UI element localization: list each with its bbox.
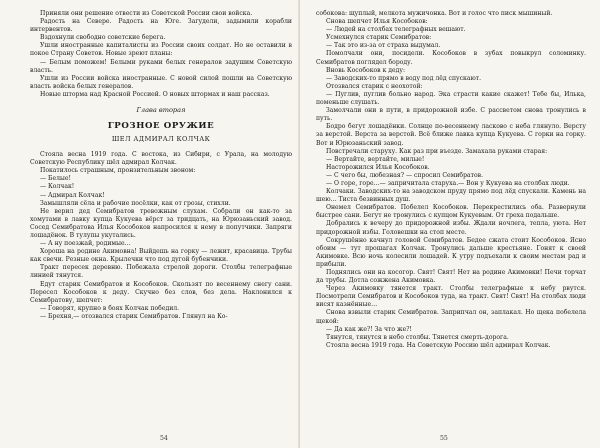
paragraph: Вздохнули свободно советские берега.	[40, 34, 166, 42]
paragraph: Добрались к вечеру до придорожной избы. Ждали ночлега, тепла, уюта. Нет придорожной избы. Головешки на стоп месте.	[316, 220, 586, 236]
paragraph: — С чего бы, любезная? — спросил Семибратов.	[326, 171, 484, 179]
paragraph: Отозвался старик с неохотой:	[326, 82, 423, 90]
right-body-text	[316, 10, 586, 350]
paragraph: собокова: щуплый, мелкота мужичонка. Вот и голос что писк мышиный.	[316, 10, 553, 17]
paragraph: Покатилось страшным, пронзительным звоном:	[40, 167, 196, 175]
chapter-label: Глава вторая	[136, 106, 186, 115]
paragraph: Через Акимовку тянется тракт. Столбы телеграфные к небу рвутся. Посмотрели Семибратов и Кособоков туда, на тракт. Свят! Свят! На столбах люди висят казнённые…	[316, 285, 586, 309]
paragraph: — Пуглив, пуглив больно народ. Эка страсти какие скажет! Тебе бы, Илька, поменьше слушать.	[316, 90, 586, 107]
paragraph: — Так это из-за от страха выдумал.	[326, 42, 441, 50]
paragraph: Снова взвыли старик Семибратов. Заприпчал он, заплакал. Но щека побелела щекой:	[316, 309, 586, 325]
paragraph: Помолчали они, посидели. Кособоков в зубах повыкрул соломинку. Семибратов поглядел бороду.	[316, 50, 586, 66]
paragraph: Новые шторма над Красной Россией. О новых штормах и наш рассказ.	[40, 90, 270, 98]
right-page	[300, 0, 600, 448]
paragraph: — О горе, горе…— запричитала старуха.— Вон у Кукуева на столбах люди.	[326, 179, 570, 187]
paragraph: Колчаки. Заводских-то на заводском пруду прямо под лёд спускали. Камень на шею… Тиста безвинных душ.	[316, 188, 586, 204]
paragraph: Усмехнулся старик Семибратов:	[326, 34, 432, 42]
paragraph: — Говорят, крупно в боях Колчак победил.	[40, 304, 180, 312]
paragraph: — Заводских-то прямо в воду под лёд спускают.	[326, 74, 482, 82]
paragraph: — Да как же?! За что же?!	[326, 325, 412, 333]
paragraph: — Белые!	[40, 175, 71, 183]
paragraph: Стояла весна 1919 года. На Советскую Россию шёл адмирал Колчак.	[326, 341, 551, 349]
paragraph: Замолчали они в пути, в придорожной избе. С рассветом снова тронулись в путь.	[316, 107, 586, 123]
paragraph: Хороша на родине Акимовна! Выйдешь на горку — лежит, красавица. Трубы как свечи. Резные окна. Крылечки что под дугой бубенчики.	[30, 248, 292, 264]
paragraph: Онемел Семибратов. Побелел Кособоков. Перекрестились оба. Развернули быстрее сани. Бегут не тронулись с купцом Кукуевым. От греха подальше.	[316, 204, 586, 220]
paragraph: Тянутся, тянутся в небо столбы. Тянется смерть-дорога.	[326, 333, 509, 341]
paragraph: Тракт пересек деревню. Побежала стрелой дороги. Столбы телеграфные линией тянутся.	[30, 264, 292, 280]
paragraph: Ушли из России войска иностранные. С новой силой пошли на Советскую власть войска белых генералов.	[30, 74, 292, 90]
left-body-text	[30, 151, 292, 321]
paragraph: Приняли они решение отвести из Советской России свои войска.	[40, 10, 253, 17]
paragraph: — Белым поможем! Белыми руками белых генералов задушим Советскую власть.	[30, 58, 292, 74]
paragraph: — Колчак!	[40, 183, 75, 191]
paragraph: Радость на Севере. Радость на Юге. Загудели, задымили корабли интервентов.	[30, 18, 292, 34]
paragraph: — Людей на столбах телеграфных вешают.	[326, 26, 466, 34]
chapter-title: ГРОЗНОЕ ОРУЖИЕ	[107, 121, 215, 132]
paragraph: Стояла весна 1919 года. С востока, из Сибири, с Урала, на молодую Советскую Республику шёл адмирал Колчак.	[30, 151, 292, 167]
page-number-right: 55	[440, 435, 448, 442]
paragraph: Бодро бегут лошадёнки. Солнце по-весеннему ласково с неба глянуло. Версту за верстой. Верста за верстой. Всё ближе лавка купца Кукуева. С горки на горку. Вот и Юрюзаньский завод.	[316, 123, 586, 147]
paragraph: — Брехня,— отозвался старик Семибратов. Глянул на Ко-	[40, 312, 228, 320]
paragraph: Поднялись они на косогор. Свят! Свят! Нет на родине Акимовки! Печи торчат да трубы. Дотла сожжена Акимовка.	[316, 269, 586, 285]
paragraph: Снова шепчет Илья Кособоков:	[326, 18, 428, 26]
paragraph: — Адмирал Колчак!	[40, 191, 105, 199]
paragraph: Замышляли сёла и рабочие посёлки, как от грозы, стихли.	[40, 199, 231, 207]
paragraph: — А ну поезжай, родимые…	[40, 240, 131, 248]
left-intro-text	[30, 10, 292, 99]
section-title: ШЕЛ АДМИРАЛ КОЛЧАК	[111, 135, 211, 144]
page-number-left: 54	[160, 435, 168, 442]
paragraph: — Вертайте, вертайте, милые!	[326, 155, 425, 163]
paragraph: Вновь Кособоков к деду:	[326, 66, 406, 74]
paragraph: Насторожился Илья Кособоков.	[326, 163, 430, 171]
paragraph: Едут старик Семибратов и Кособоков. Скользят по весеннему снегу сани. Пересел Кособоков к деду. Скучно без слов, без дела. Наклонился к Семибратову, шепчет:	[30, 280, 292, 304]
paragraph: Ушли иностранные капиталисты из России своих солдат. Но не оставили в покое Страну Советов. Новые зреют планы:	[30, 42, 292, 58]
paragraph: Повстречали старуху. Как раз при въезде. Замахала руками старая:	[326, 147, 548, 155]
paragraph: Сокрушённо качнул головой Семибратов. Бедее сжата стоит Кособоков. Ясно обоим — тут прошагал Колчак. Тронулись дальше крестьяне. Гонят к своей Акимовке. Всю ночь колесили лошадей. К утру подъехали к своим местам рад и прибыли.	[316, 236, 586, 268]
paragraph: Не верил дед Семибратов тревожным слухам. Собрали он как-то за хомутами в лавку купца Кукуева вёрст за тридцать, на Юрюзаньский завод. Сосед Семибратова Илья Кособоков напросился к нему в попутчики. Запряги лошадёнок. В тулупы укутались.	[30, 207, 292, 239]
